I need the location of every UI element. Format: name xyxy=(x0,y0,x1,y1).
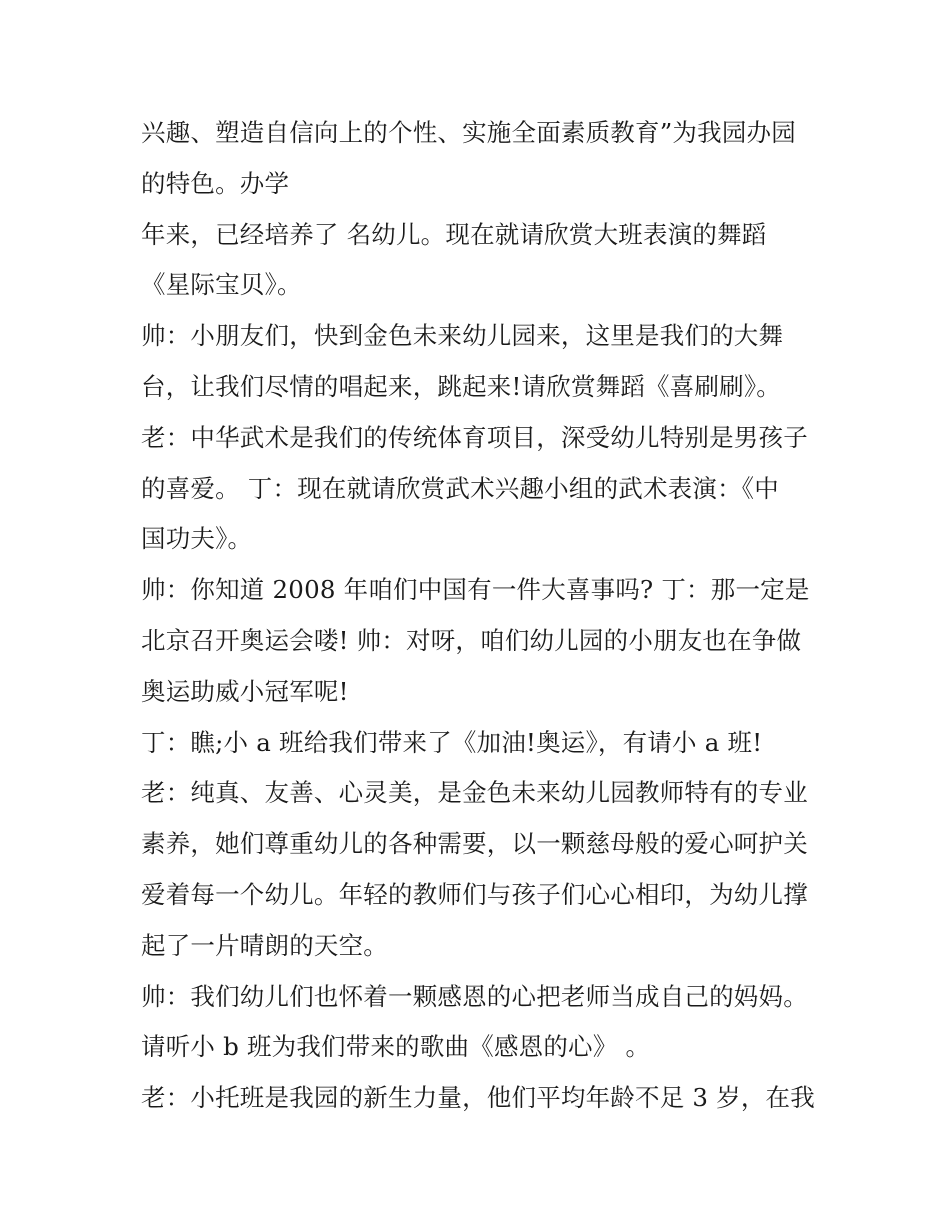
text-line: 起了一片晴朗的天空。 xyxy=(141,930,388,960)
text-line: 奥运助威小冠军呢! xyxy=(141,676,349,706)
text-line: 请听小 b 班为我们带来的歌曲《感恩的心》 。 xyxy=(141,1032,651,1062)
text-line: 《星际宝贝》。 xyxy=(141,270,302,300)
text-line: 年来，已经培养了 名幼儿。现在就请欣赏大班表演的舞蹈 xyxy=(141,219,767,249)
text-line: 丁：瞧;小 a 班给我们带来了《加油!奥运》，有请小 a 班! xyxy=(141,727,763,757)
text-line: 的特色。办学 xyxy=(141,168,290,198)
text-line: 爱着每一个幼儿。年轻的教师们与孩子们心心相印，为幼儿撑 xyxy=(141,879,808,909)
text-line: 帅：你知道 2008 年咱们中国有一件大喜事吗? 丁：那一定是 xyxy=(141,575,810,605)
text-line: 老：纯真、友善、心灵美，是金色未来幼儿园教师特有的专业 xyxy=(141,778,808,808)
text-line: 帅：我们幼儿们也怀着一颗感恩的心把老师当成自己的妈妈。 xyxy=(141,981,808,1011)
text-line: 素养，她们尊重幼儿的各种需要，以一颗慈母般的爱心呵护关 xyxy=(141,829,808,859)
text-line: 兴趣、塑造自信向上的个性、实施全面素质教育”为我园办园 xyxy=(141,118,796,147)
text-line: 台，让我们尽情的唱起来，跳起来!请欣赏舞蹈《喜刷刷》。 xyxy=(141,371,781,401)
text-line: 老：中华武术是我们的传统体育项目，深受幼儿特别是男孩子 xyxy=(141,422,808,452)
text-line: 帅：小朋友们，快到金色未来幼儿园来，这里是我们的大舞 xyxy=(141,321,784,351)
text-line: 老：小托班是我园的新生力量，他们平均年龄不足 3 岁，在我 xyxy=(141,1083,815,1113)
text-line: 北京召开奥运会喽! 帅：对呀，咱们幼儿园的小朋友也在争做 xyxy=(141,625,802,655)
text-line: 的喜爱。 丁：现在就请欣赏武术兴趣小组的武术表演：《中 xyxy=(141,473,779,503)
text-line: 国功夫》。 xyxy=(141,524,253,554)
document-body xyxy=(141,108,821,1124)
